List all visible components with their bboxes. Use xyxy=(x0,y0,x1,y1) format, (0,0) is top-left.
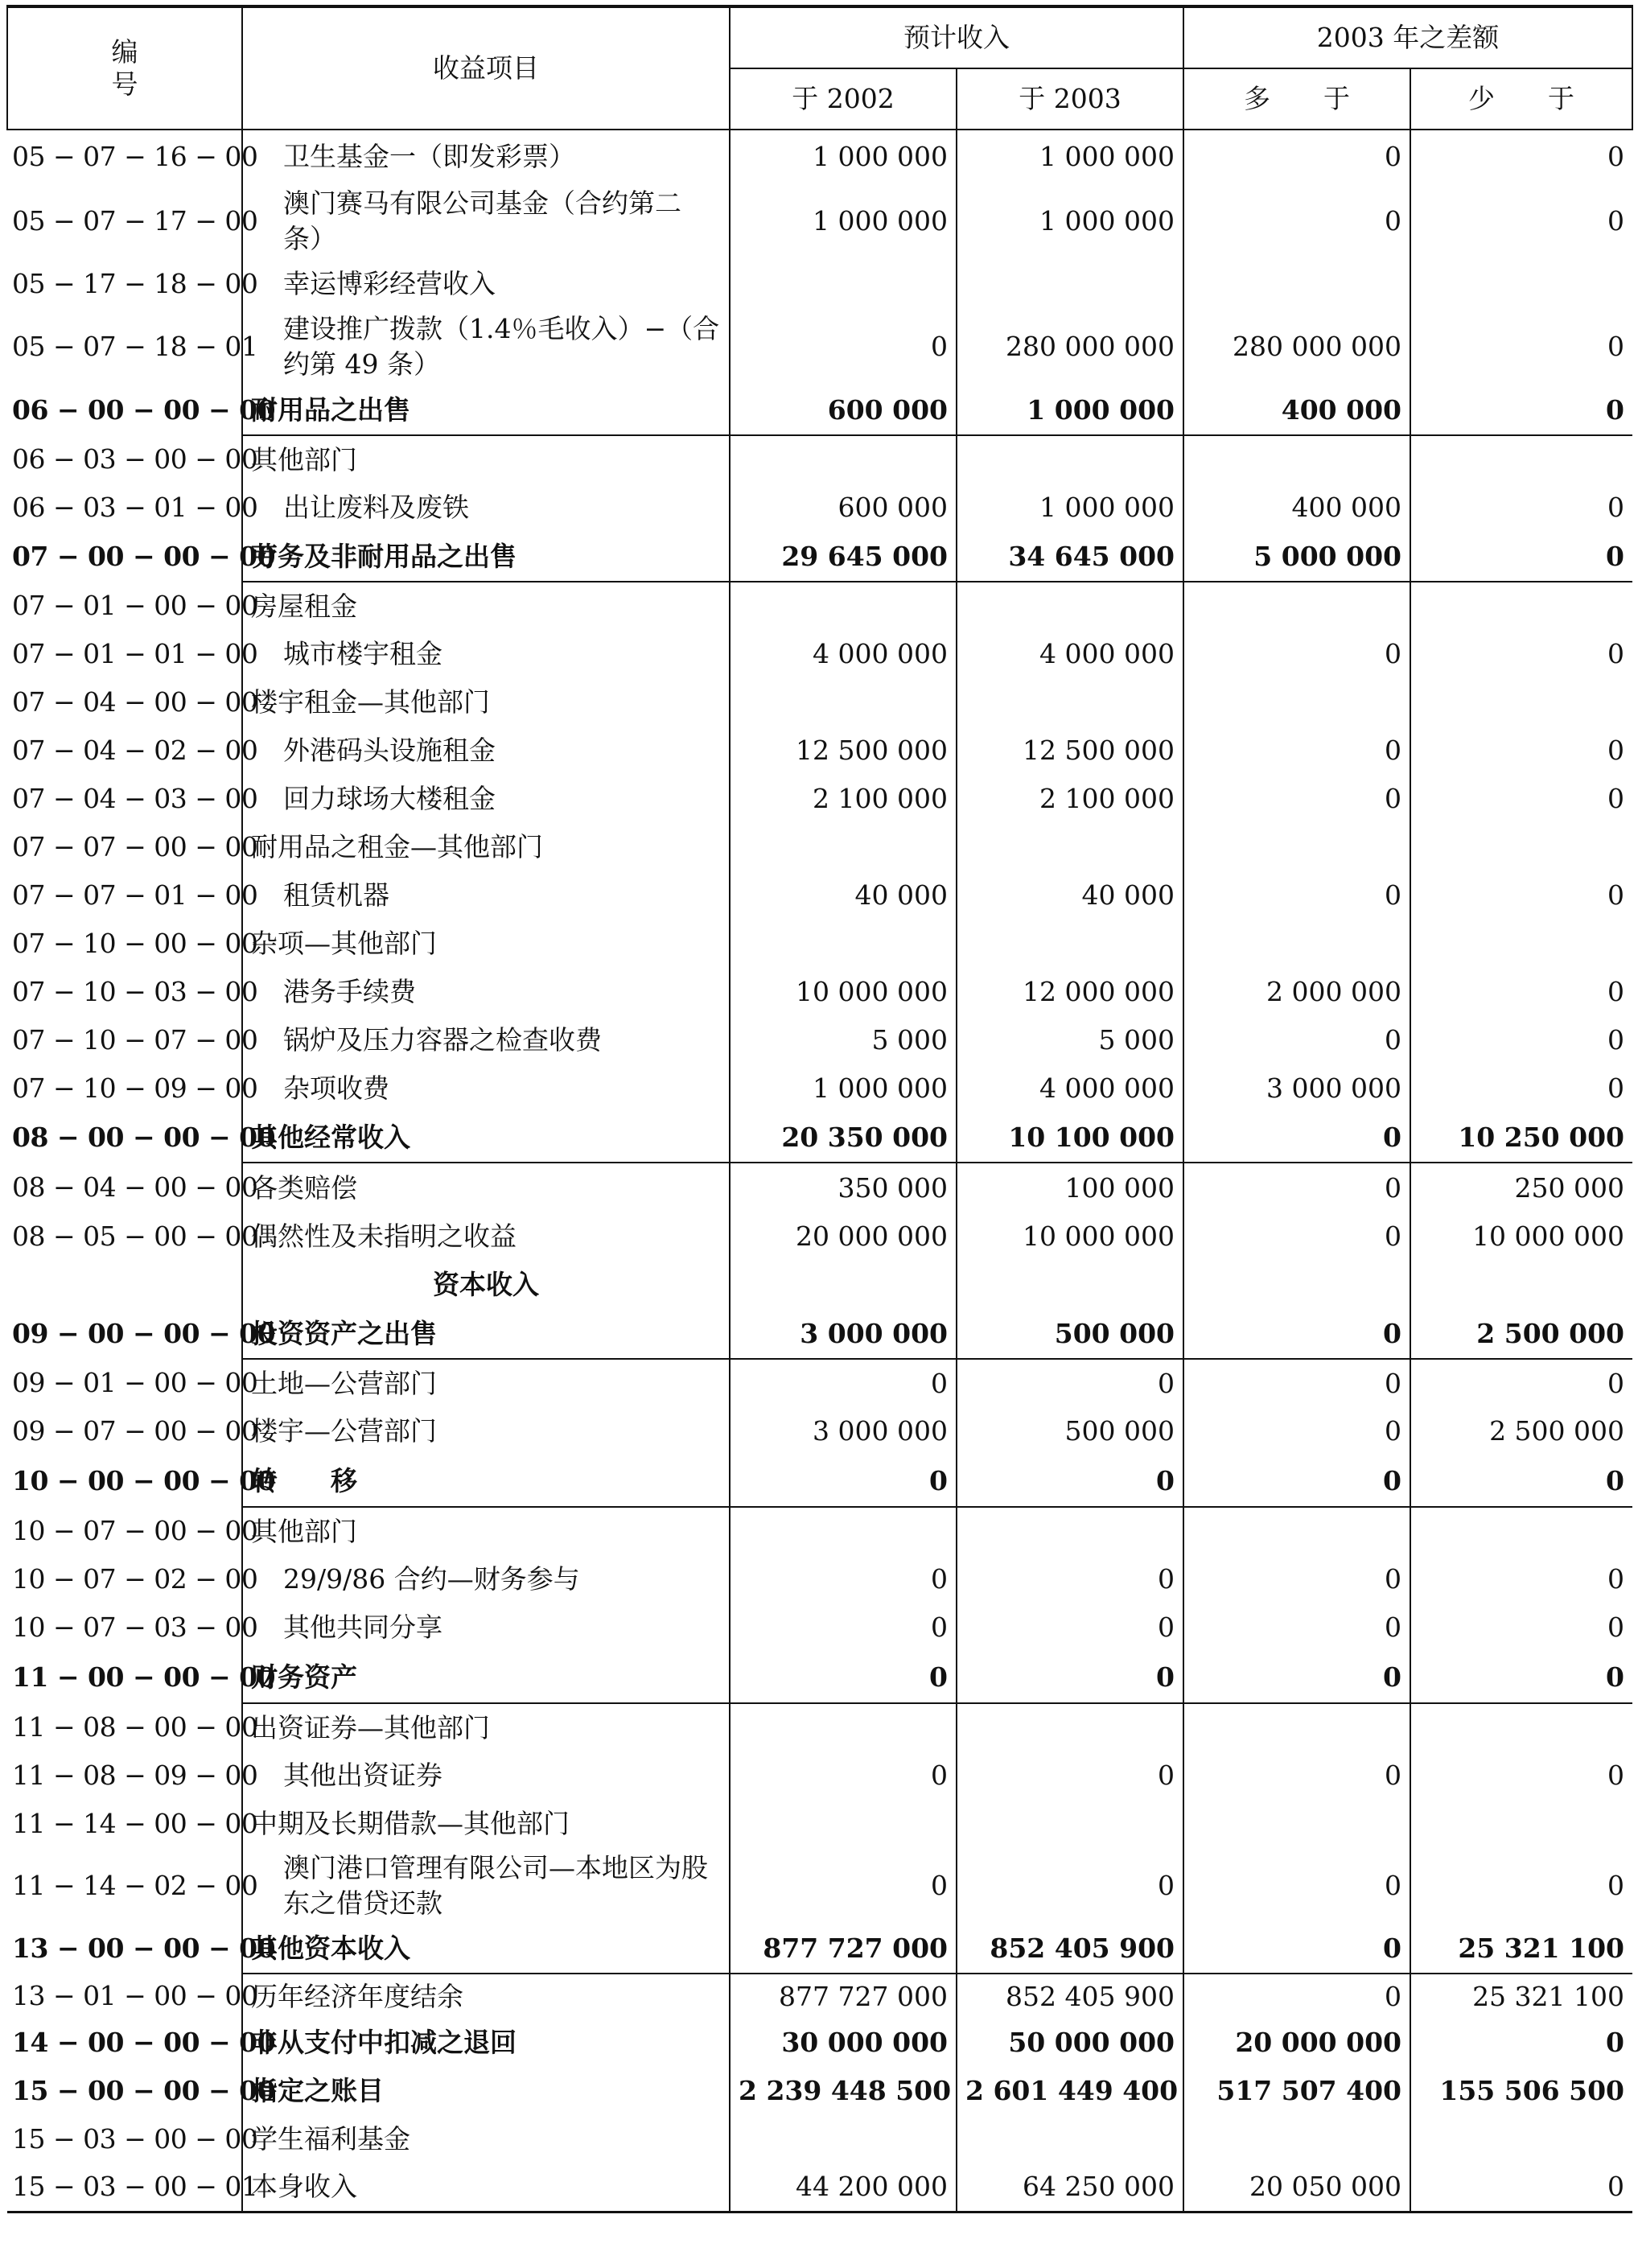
row-code: 10 − 00 − 00 − 00 xyxy=(12,1465,276,1496)
row-item-name: 土地—公营部门 xyxy=(242,1359,730,1407)
row-diff-more: 0 xyxy=(1183,727,1410,775)
table-row xyxy=(7,1455,1632,1507)
row-value-2003 xyxy=(957,823,1183,871)
row-value-2002: 0 xyxy=(730,1848,957,1924)
row-diff-less xyxy=(1410,2115,1632,2163)
row-diff-more: 20 000 000 xyxy=(1183,2019,1410,2067)
row-code: 11 − 14 − 02 − 00 xyxy=(12,1870,258,1901)
row-value-2003 xyxy=(957,1261,1183,1309)
row-diff-less: 0 xyxy=(1607,1563,1625,1595)
row-code: 05 − 07 − 18 − 01 xyxy=(12,331,258,362)
row-value-2003: 12 500 000 xyxy=(957,727,1183,775)
row-diff-more: 0 xyxy=(1183,630,1410,678)
row-value-2002: 1 000 000 xyxy=(730,130,957,183)
row-item-name: 29/9/86 合约—财务参与 xyxy=(242,1555,730,1603)
row-value-2002: 30 000 000 xyxy=(730,2019,957,2067)
row-diff-more: 0 xyxy=(1183,1359,1410,1407)
row-diff-less: 0 xyxy=(1607,879,1625,911)
table-row xyxy=(7,727,1632,775)
header-2003: 于 2003 xyxy=(957,68,1183,130)
row-item-name: 楼宇租金—其他部门 xyxy=(242,678,730,727)
row-item-name: 幸运博彩经营收入 xyxy=(242,260,730,308)
row-item-name: 城市楼宇租金 xyxy=(242,630,730,678)
table-row xyxy=(7,435,1632,484)
row-diff-more: 517 507 400 xyxy=(1183,2067,1410,2115)
row-value-2002 xyxy=(730,582,957,630)
row-item-name: 锅炉及压力容器之检查收费 xyxy=(242,1016,730,1064)
row-value-2003 xyxy=(957,1507,1183,1555)
row-code: 07 − 01 − 00 − 00 xyxy=(12,590,258,621)
row-value-2002: 600 000 xyxy=(730,484,957,532)
row-diff-less xyxy=(1410,435,1632,484)
row-value-2003: 852 405 900 xyxy=(957,1974,1183,2019)
row-code: 10 − 07 − 00 − 00 xyxy=(12,1515,258,1546)
row-code: 11 − 08 − 09 − 00 xyxy=(12,1760,258,1791)
row-value-2003 xyxy=(957,678,1183,727)
row-value-2003: 500 000 xyxy=(957,1309,1183,1359)
row-item-name: 回力球场大楼租金 xyxy=(242,775,730,823)
row-diff-less: 10 250 000 xyxy=(1410,1113,1632,1163)
row-diff-more: 0 xyxy=(1183,1848,1410,1924)
row-value-2003: 10 100 000 xyxy=(957,1113,1183,1163)
row-value-2003: 1 000 000 xyxy=(957,183,1183,260)
row-item-name: 偶然性及未指明之收益 xyxy=(242,1212,730,1261)
row-code: 07 − 10 − 09 − 00 xyxy=(12,1072,258,1104)
table-row xyxy=(7,183,1632,260)
row-diff-less xyxy=(1410,1261,1632,1309)
table-row xyxy=(7,1751,1632,1800)
table-row xyxy=(7,871,1632,920)
table-row xyxy=(7,1555,1632,1603)
row-value-2002 xyxy=(730,678,957,727)
row-diff-less: 0 xyxy=(1607,1760,1625,1791)
row-diff-more: 400 000 xyxy=(1183,484,1410,532)
row-item-name: 其他出资证券 xyxy=(242,1751,730,1800)
row-item-name: 投资资产之出售 xyxy=(242,1309,730,1359)
row-code: 05 − 07 − 16 − 00 xyxy=(12,140,258,172)
row-item-name: 财务资产 xyxy=(242,1652,730,1703)
row-diff-more: 0 xyxy=(1183,1212,1410,1261)
row-diff-less: 0 xyxy=(1607,140,1625,172)
row-diff-more: 0 xyxy=(1183,1603,1410,1652)
row-diff-more xyxy=(1183,260,1410,308)
table-row xyxy=(7,2163,1632,2212)
row-diff-more: 0 xyxy=(1183,1652,1410,1703)
row-diff-less: 0 xyxy=(1607,1024,1625,1056)
table-row xyxy=(7,1507,1632,1555)
row-item-name: 各类赔偿 xyxy=(242,1163,730,1212)
row-diff-less: 0 xyxy=(1607,331,1625,362)
row-value-2002: 1 000 000 xyxy=(730,1064,957,1113)
row-code: 08 − 04 − 00 − 00 xyxy=(12,1171,258,1203)
row-code: 14 − 00 − 00 − 00 xyxy=(12,2027,276,2058)
row-diff-less xyxy=(1410,678,1632,727)
budget-table-page xyxy=(6,5,1632,2213)
row-code: 11 − 08 − 00 − 00 xyxy=(12,1711,258,1743)
table-row xyxy=(7,1212,1632,1261)
row-value-2003: 852 405 900 xyxy=(957,1924,1183,1974)
table-row xyxy=(7,1924,1632,1974)
row-value-2002: 600 000 xyxy=(730,385,957,435)
row-diff-more: 280 000 000 xyxy=(1183,308,1410,385)
row-item-name: 非从支付中扣减之退回 xyxy=(242,2019,730,2067)
table-row xyxy=(7,308,1632,385)
row-item-name: 耐用品之出售 xyxy=(242,385,730,435)
row-diff-less: 0 xyxy=(1607,1611,1625,1643)
table-row xyxy=(7,1359,1632,1407)
row-code: 10 − 07 − 02 − 00 xyxy=(12,1563,258,1595)
row-diff-less xyxy=(1410,582,1632,630)
row-code: 05 − 07 − 17 − 00 xyxy=(12,205,258,237)
table-row xyxy=(7,1703,1632,1751)
row-value-2003: 0 xyxy=(957,1455,1183,1507)
table-row xyxy=(7,920,1632,968)
row-value-2002: 0 xyxy=(730,1359,957,1407)
row-diff-less xyxy=(1410,260,1632,308)
table-row xyxy=(7,1309,1632,1359)
row-code: 06 − 00 − 00 − 00 xyxy=(12,394,276,426)
row-value-2002: 877 727 000 xyxy=(730,1974,957,2019)
row-diff-more: 400 000 xyxy=(1183,385,1410,435)
row-value-2003: 500 000 xyxy=(957,1407,1183,1455)
row-code: 07 − 10 − 03 − 00 xyxy=(12,976,258,1007)
row-value-2002: 3 000 000 xyxy=(730,1407,957,1455)
row-value-2003: 10 000 000 xyxy=(957,1212,1183,1261)
table-header xyxy=(7,6,1632,130)
row-item-name: 资本收入 xyxy=(242,1261,730,1309)
row-value-2002: 350 000 xyxy=(730,1163,957,1212)
row-diff-less: 2 500 000 xyxy=(1410,1309,1632,1359)
row-diff-less: 0 xyxy=(1410,1455,1632,1507)
row-diff-less: 0 xyxy=(1607,1870,1625,1901)
table-row xyxy=(7,1800,1632,1848)
table-row xyxy=(7,1407,1632,1455)
row-code: 07 − 04 − 03 − 00 xyxy=(12,783,258,814)
row-value-2002: 2 239 448 500 xyxy=(730,2067,957,2115)
row-diff-more: 0 xyxy=(1183,1309,1410,1359)
row-diff-more: 3 000 000 xyxy=(1183,1064,1410,1113)
row-diff-less: 0 xyxy=(1410,532,1632,582)
row-diff-less: 0 xyxy=(1607,1072,1625,1104)
row-item-name: 港务手续费 xyxy=(242,968,730,1016)
table-row xyxy=(7,1064,1632,1113)
row-diff-less xyxy=(1410,1703,1632,1751)
row-diff-more xyxy=(1183,435,1410,484)
row-diff-less: 0 xyxy=(1607,1367,1625,1399)
row-diff-less: 0 xyxy=(1607,976,1625,1007)
row-value-2002 xyxy=(730,920,957,968)
row-diff-less: 0 xyxy=(1607,638,1625,669)
row-value-2002: 877 727 000 xyxy=(730,1924,957,1974)
row-item-name: 出资证券—其他部门 xyxy=(242,1703,730,1751)
row-value-2003: 12 000 000 xyxy=(957,968,1183,1016)
row-value-2002: 20 000 000 xyxy=(730,1212,957,1261)
row-value-2003: 0 xyxy=(957,1359,1183,1407)
row-diff-less xyxy=(1410,1507,1632,1555)
row-diff-more xyxy=(1183,920,1410,968)
row-item-name: 建设推广拨款（1.4％毛收入）−（合约第 49 条） xyxy=(242,308,730,385)
row-value-2003: 64 250 000 xyxy=(957,2163,1183,2212)
row-item-name: 楼宇—公营部门 xyxy=(242,1407,730,1455)
row-value-2002: 4 000 000 xyxy=(730,630,957,678)
row-value-2002: 40 000 xyxy=(730,871,957,920)
row-value-2002: 2 100 000 xyxy=(730,775,957,823)
row-value-2002 xyxy=(730,1703,957,1751)
row-value-2002: 0 xyxy=(730,308,957,385)
row-item-name: 杂项收费 xyxy=(242,1064,730,1113)
row-value-2002 xyxy=(730,823,957,871)
row-value-2003 xyxy=(957,2115,1183,2163)
row-value-2003: 1 000 000 xyxy=(957,484,1183,532)
row-item-name: 房屋租金 xyxy=(242,582,730,630)
table-row xyxy=(7,484,1632,532)
table-row xyxy=(7,775,1632,823)
row-diff-more xyxy=(1183,2115,1410,2163)
row-value-2002 xyxy=(730,1261,957,1309)
row-item-name: 历年经济年度结余 xyxy=(242,1974,730,2019)
row-code: 08 − 05 − 00 − 00 xyxy=(12,1220,258,1252)
row-item-name: 澳门赛马有限公司基金（合约第二条） xyxy=(242,183,730,260)
row-diff-less: 2 500 000 xyxy=(1489,1415,1625,1447)
row-value-2003: 1 000 000 xyxy=(957,130,1183,183)
row-value-2003: 280 000 000 xyxy=(957,308,1183,385)
row-value-2002 xyxy=(730,2115,957,2163)
row-diff-more: 5 000 000 xyxy=(1183,532,1410,582)
table-row xyxy=(7,260,1632,308)
row-item-name: 杂项—其他部门 xyxy=(242,920,730,968)
row-item-name: 指定之账目 xyxy=(242,2067,730,2115)
row-code: 09 − 00 − 00 − 00 xyxy=(12,1318,276,1349)
table-row xyxy=(7,968,1632,1016)
row-code: 15 − 03 − 00 − 00 xyxy=(12,2123,258,2155)
table-row xyxy=(7,532,1632,582)
row-value-2002: 0 xyxy=(730,1603,957,1652)
row-diff-more: 0 xyxy=(1183,1555,1410,1603)
row-diff-more xyxy=(1183,1800,1410,1848)
row-code: 11 − 00 − 00 − 00 xyxy=(12,1661,276,1693)
row-value-2003 xyxy=(957,582,1183,630)
row-diff-less: 25 321 100 xyxy=(1410,1924,1632,1974)
row-item-name: 耐用品之租金—其他部门 xyxy=(242,823,730,871)
row-item-name: 其他共同分享 xyxy=(242,1603,730,1652)
row-value-2003: 34 645 000 xyxy=(957,532,1183,582)
row-diff-more: 0 xyxy=(1183,1974,1410,2019)
row-value-2003: 2 601 449 400 xyxy=(957,2067,1183,2115)
row-value-2002 xyxy=(730,260,957,308)
row-item-name: 其他经常收入 xyxy=(242,1113,730,1163)
row-value-2002: 0 xyxy=(730,1455,957,1507)
row-diff-less: 0 xyxy=(1410,385,1632,435)
row-diff-more: 0 xyxy=(1183,1016,1410,1064)
row-item-name: 澳门港口管理有限公司—本地区为股东之借贷还款 xyxy=(242,1848,730,1924)
row-item-name: 其他资本收入 xyxy=(242,1924,730,1974)
row-diff-more: 0 xyxy=(1183,1924,1410,1974)
table-row xyxy=(7,1261,1632,1309)
row-value-2003: 5 000 xyxy=(957,1016,1183,1064)
table-row xyxy=(7,582,1632,630)
row-code xyxy=(7,1261,242,1309)
row-value-2003: 0 xyxy=(957,1848,1183,1924)
header-diff-group: 2003 年之差额 xyxy=(1183,6,1632,68)
header-more: 多 于 xyxy=(1183,68,1410,130)
row-diff-less xyxy=(1410,920,1632,968)
row-code: 07 − 07 − 01 − 00 xyxy=(12,879,258,911)
table-row xyxy=(7,1603,1632,1652)
row-diff-more: 0 xyxy=(1183,1113,1410,1163)
row-value-2002: 12 500 000 xyxy=(730,727,957,775)
row-diff-more: 0 xyxy=(1183,1163,1410,1212)
row-diff-less: 0 xyxy=(1607,205,1625,237)
row-item-name: 其他部门 xyxy=(242,1507,730,1555)
row-diff-more xyxy=(1183,1507,1410,1555)
row-value-2002: 1 000 000 xyxy=(730,183,957,260)
table-row xyxy=(7,2115,1632,2163)
row-diff-more xyxy=(1183,1703,1410,1751)
row-value-2003: 2 100 000 xyxy=(957,775,1183,823)
row-value-2003: 0 xyxy=(957,1652,1183,1703)
table-row xyxy=(7,1848,1632,1924)
row-value-2003 xyxy=(957,920,1183,968)
table-row xyxy=(7,823,1632,871)
row-value-2003: 4 000 000 xyxy=(957,1064,1183,1113)
header-estimate-group: 预计收入 xyxy=(730,6,1183,68)
table-row xyxy=(7,1016,1632,1064)
row-code: 09 − 07 − 00 − 00 xyxy=(12,1415,258,1447)
row-value-2002: 29 645 000 xyxy=(730,532,957,582)
table-row xyxy=(7,130,1632,183)
row-item-name: 卫生基金一（即发彩票） xyxy=(242,130,730,183)
row-item-name: 出让废料及废铁 xyxy=(242,484,730,532)
row-item-name: 中期及长期借款—其他部门 xyxy=(242,1800,730,1848)
row-item-name: 转 移 xyxy=(242,1455,730,1507)
table-row xyxy=(7,1163,1632,1212)
row-code: 13 − 00 − 00 − 00 xyxy=(12,1933,276,1964)
row-value-2003: 50 000 000 xyxy=(957,2019,1183,2067)
row-value-2002: 0 xyxy=(730,1751,957,1800)
row-value-2002 xyxy=(730,1800,957,1848)
row-diff-less: 250 000 xyxy=(1514,1171,1625,1204)
row-value-2003: 100 000 xyxy=(957,1163,1183,1212)
row-code: 10 − 07 − 03 − 00 xyxy=(12,1611,258,1643)
table-row xyxy=(7,630,1632,678)
row-code: 15 − 03 − 00 − 01 xyxy=(7,2163,242,2212)
header-item: 收益项目 xyxy=(242,6,730,130)
table-row xyxy=(7,2067,1632,2115)
row-diff-less: 0 xyxy=(1410,1652,1632,1703)
row-code: 06 − 03 − 00 − 00 xyxy=(12,443,258,475)
row-value-2002 xyxy=(730,1507,957,1555)
row-value-2003 xyxy=(957,1703,1183,1751)
row-value-2003 xyxy=(957,1800,1183,1848)
row-code: 07 − 00 − 00 − 00 xyxy=(12,541,276,572)
row-value-2002: 0 xyxy=(730,1555,957,1603)
row-value-2002: 5 000 xyxy=(730,1016,957,1064)
row-value-2002: 0 xyxy=(730,1652,957,1703)
row-value-2002: 10 000 000 xyxy=(730,968,957,1016)
row-diff-less: 0 xyxy=(1410,2163,1632,2212)
row-code: 08 − 00 − 00 − 00 xyxy=(12,1122,276,1153)
row-value-2003: 1 000 000 xyxy=(957,385,1183,435)
row-value-2002: 20 350 000 xyxy=(730,1113,957,1163)
row-value-2002 xyxy=(730,435,957,484)
row-diff-less: 0 xyxy=(1606,2027,1625,2058)
row-value-2003: 4 000 000 xyxy=(957,630,1183,678)
row-diff-more: 20 050 000 xyxy=(1183,2163,1410,2212)
row-diff-more xyxy=(1183,1261,1410,1309)
row-value-2003: 0 xyxy=(957,1751,1183,1800)
row-item-name: 学生福利基金 xyxy=(242,2115,730,2163)
row-code: 06 − 03 − 01 − 00 xyxy=(12,492,258,523)
row-diff-more xyxy=(1183,582,1410,630)
row-value-2002: 44 200 000 xyxy=(730,2163,957,2212)
row-diff-more: 0 xyxy=(1183,130,1410,183)
row-diff-less xyxy=(1410,823,1632,871)
row-diff-more: 0 xyxy=(1183,775,1410,823)
row-diff-more: 0 xyxy=(1183,871,1410,920)
row-diff-more xyxy=(1183,678,1410,727)
table-body xyxy=(7,130,1632,2212)
row-item-name: 租赁机器 xyxy=(242,871,730,920)
table-row xyxy=(7,385,1632,435)
row-value-2003 xyxy=(957,435,1183,484)
row-diff-less: 155 506 500 xyxy=(1439,2075,1625,2106)
row-code: 07 − 10 − 00 − 00 xyxy=(12,928,258,959)
row-code: 15 − 00 − 00 − 00 xyxy=(12,2075,276,2106)
row-code: 07 − 10 − 07 − 00 xyxy=(12,1024,258,1056)
row-diff-less: 10 000 000 xyxy=(1472,1220,1625,1252)
row-diff-less xyxy=(1410,1800,1632,1848)
row-code: 13 − 01 − 00 − 00 xyxy=(12,1980,258,2011)
table-row xyxy=(7,2019,1632,2067)
row-diff-more: 0 xyxy=(1183,1455,1410,1507)
row-diff-more: 2 000 000 xyxy=(1183,968,1410,1016)
row-diff-more: 0 xyxy=(1183,1751,1410,1800)
row-diff-less: 0 xyxy=(1607,492,1625,523)
revenue-table xyxy=(6,5,1633,2213)
row-diff-more: 0 xyxy=(1183,1407,1410,1455)
header-less: 少 于 xyxy=(1410,68,1632,130)
row-code: 11 − 14 − 00 − 00 xyxy=(12,1808,258,1839)
row-item-name: 本身收入 xyxy=(242,2163,730,2212)
row-value-2002: 3 000 000 xyxy=(730,1309,957,1359)
row-code: 07 − 01 − 01 − 00 xyxy=(12,638,258,669)
row-code: 05 − 17 − 18 − 00 xyxy=(12,268,258,299)
row-value-2003: 0 xyxy=(957,1555,1183,1603)
row-diff-less: 25 321 100 xyxy=(1472,1980,1625,2012)
row-item-name: 其他部门 xyxy=(242,435,730,484)
row-item-name: 劳务及非耐用品之出售 xyxy=(242,532,730,582)
header-code: 编 号 xyxy=(7,6,242,130)
row-value-2003 xyxy=(957,260,1183,308)
row-diff-less: 0 xyxy=(1607,735,1625,766)
row-code: 07 − 04 − 02 − 00 xyxy=(12,735,258,766)
table-row xyxy=(7,678,1632,727)
row-code: 07 − 04 − 00 − 00 xyxy=(12,686,258,718)
row-value-2003: 40 000 xyxy=(957,871,1183,920)
table-row xyxy=(7,1113,1632,1163)
table-row xyxy=(7,1652,1632,1703)
row-item-name: 外港码头设施租金 xyxy=(242,727,730,775)
row-code: 07 − 07 − 00 − 00 xyxy=(12,831,258,862)
row-diff-more: 0 xyxy=(1183,183,1410,260)
header-2002: 于 2002 xyxy=(730,68,957,130)
row-diff-less: 0 xyxy=(1607,783,1625,814)
table-row xyxy=(7,1974,1632,2019)
row-value-2003: 0 xyxy=(957,1603,1183,1652)
row-code: 09 − 01 − 00 − 00 xyxy=(12,1367,258,1398)
row-diff-more xyxy=(1183,823,1410,871)
